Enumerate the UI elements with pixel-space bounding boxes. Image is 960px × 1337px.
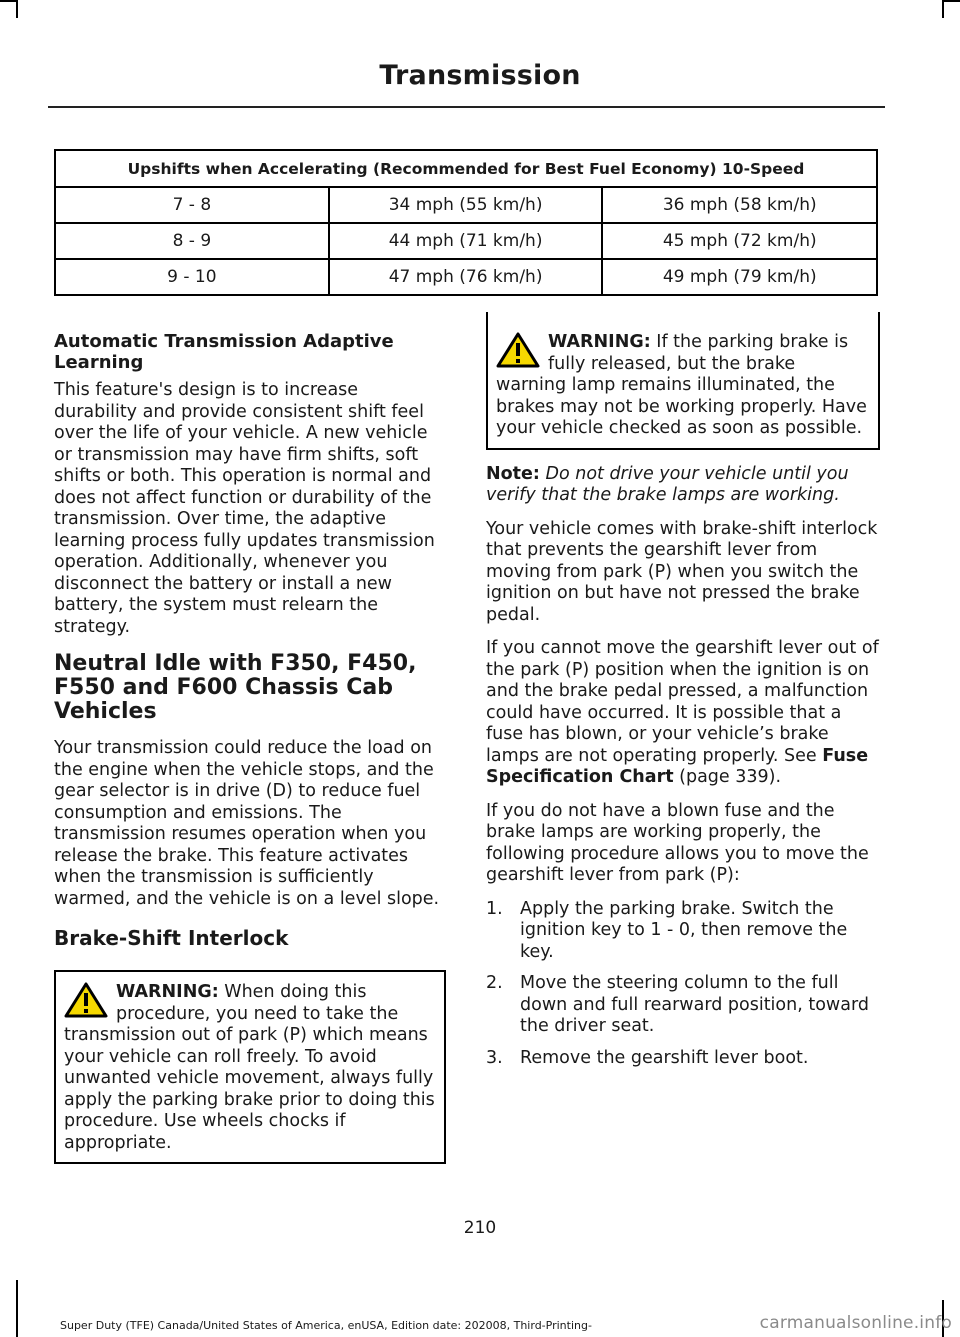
crop-mark <box>0 0 16 2</box>
malfunction-text: If you cannot move the gearshift lever out of the park (P) position when the ignition is on and the brake pedal pressed, a malfunction could have occurred. It is possible that a fuse has blown, or your vehicle’s brake lamps are not operating properly. See <box>486 638 879 766</box>
list-item <box>486 973 880 1038</box>
table-row <box>55 223 877 259</box>
procedure-steps <box>486 899 880 1070</box>
warning-triangle-icon <box>64 982 108 1018</box>
step-number: 2. <box>486 973 503 993</box>
upshift-table <box>54 149 878 296</box>
footer-text: Super Duty (TFE) Canada/United States of America, enUSA, Edition date: 202008, Third-Printing- <box>60 1319 592 1332</box>
brake-shift-interlock-heading: Brake-Shift Interlock <box>54 926 289 950</box>
crop-mark <box>16 1280 18 1337</box>
neutral-idle-text: Your transmission could reduce the load on the engine when the vehicle stops, and the gear selector is in drive (D) to reduce fuel consumption and emissions. The transmission resumes operation when you release the brake. This feature activates when the transmission is sufficiently warmed, and the vehicle is on a level slope. <box>54 738 440 909</box>
table-row <box>55 259 877 295</box>
page-number: 210 <box>463 1218 497 1238</box>
table-cell: 45 mph (72 km/h) <box>602 223 877 259</box>
interlock-description: Your vehicle comes with brake-shift interlock that prevents the gearshift lever from moving from park (P) when you switch the ignition on but have not pressed the brake pedal. <box>486 518 878 625</box>
note <box>486 464 880 507</box>
warning-label: WARNING: <box>548 332 651 352</box>
table-cell: 9 - 10 <box>55 259 329 295</box>
procedure-intro: If you do not have a blown fuse and the brake lamps are working properly, the following procedure allows you to move the gearshift lever from park (P): <box>486 800 869 885</box>
step-number: 1. <box>486 898 503 919</box>
table-cell: 49 mph (79 km/h) <box>602 259 877 295</box>
step-text: Move the steering column to the full down and full rearward position, toward the driver seat. <box>520 973 869 1036</box>
list-item <box>486 1048 880 1070</box>
warning-box <box>486 312 880 450</box>
table-cell: 7 - 8 <box>55 187 329 223</box>
left-column <box>54 331 446 1164</box>
adaptive-learning-text: This feature's design is to increase durability and provide consistent shift feel over the life of your vehicle. A new vehicle or transmission may have firm shifts, soft shifts or both. This operation is normal and does not affect function or durability of the transmission. Over time, the adaptive learning process fully updates transmission operation. Additionally, whenever you disconnect the battery or install a new battery, the system must relearn the strategy. <box>54 380 435 637</box>
table-cell: 34 mph (55 km/h) <box>329 187 603 223</box>
crop-mark <box>942 0 944 18</box>
right-column <box>486 312 880 1079</box>
note-text: Do not drive your vehicle until you verify that the brake lamps are working. <box>486 463 849 505</box>
table-cell: 8 - 9 <box>55 223 329 259</box>
page-title: Transmission <box>379 60 581 91</box>
table-row <box>55 187 877 223</box>
warning-label: WARNING: <box>116 982 219 1002</box>
crop-mark <box>16 0 18 18</box>
crop-mark <box>942 0 960 2</box>
fuse-chart-link[interactable]: Fuse Specification Chart <box>486 745 869 787</box>
note-label: Note: <box>486 463 540 484</box>
warning-box <box>54 970 446 1164</box>
page-reference: (page 339). <box>673 767 782 787</box>
table-cell: 36 mph (58 km/h) <box>602 187 877 223</box>
warning-text: When doing this procedure, you need to take the transmission out of park (P) which means your vehicle can roll freely. To avoid unwanted vehicle movement, always fully apply the parking brake prior to doing this procedure. Use wheels chocks if appropriate. <box>64 982 435 1153</box>
adaptive-learning-heading: Automatic Transmission Adaptive Learning <box>54 331 394 373</box>
warning-triangle-icon <box>496 332 540 368</box>
step-number: 3. <box>486 1047 503 1068</box>
list-item <box>486 899 880 964</box>
table-header-row <box>55 150 877 187</box>
table-cell: 47 mph (76 km/h) <box>329 259 603 295</box>
table-title: Upshifts when Accelerating (Recommended for Best Fuel Economy) 10-Speed <box>55 150 877 187</box>
malfunction-paragraph <box>486 638 880 789</box>
header-divider <box>48 106 885 108</box>
neutral-idle-heading: Neutral Idle with F350, F450, F550 and F600 Chassis Cab Vehicles <box>54 651 417 724</box>
watermark: carmanualsonline.info <box>759 1313 952 1333</box>
step-text: Remove the gearshift lever boot. <box>520 1047 809 1068</box>
warning-text: If the parking brake is fully released, but the brake warning lamp remains illuminated, the brakes may not be working properly. Have your vehicle checked as soon as possible. <box>496 332 867 438</box>
step-text: Apply the parking brake. Switch the ignition key to 1 - 0, then remove the key. <box>520 898 848 962</box>
table-cell: 44 mph (71 km/h) <box>329 223 603 259</box>
